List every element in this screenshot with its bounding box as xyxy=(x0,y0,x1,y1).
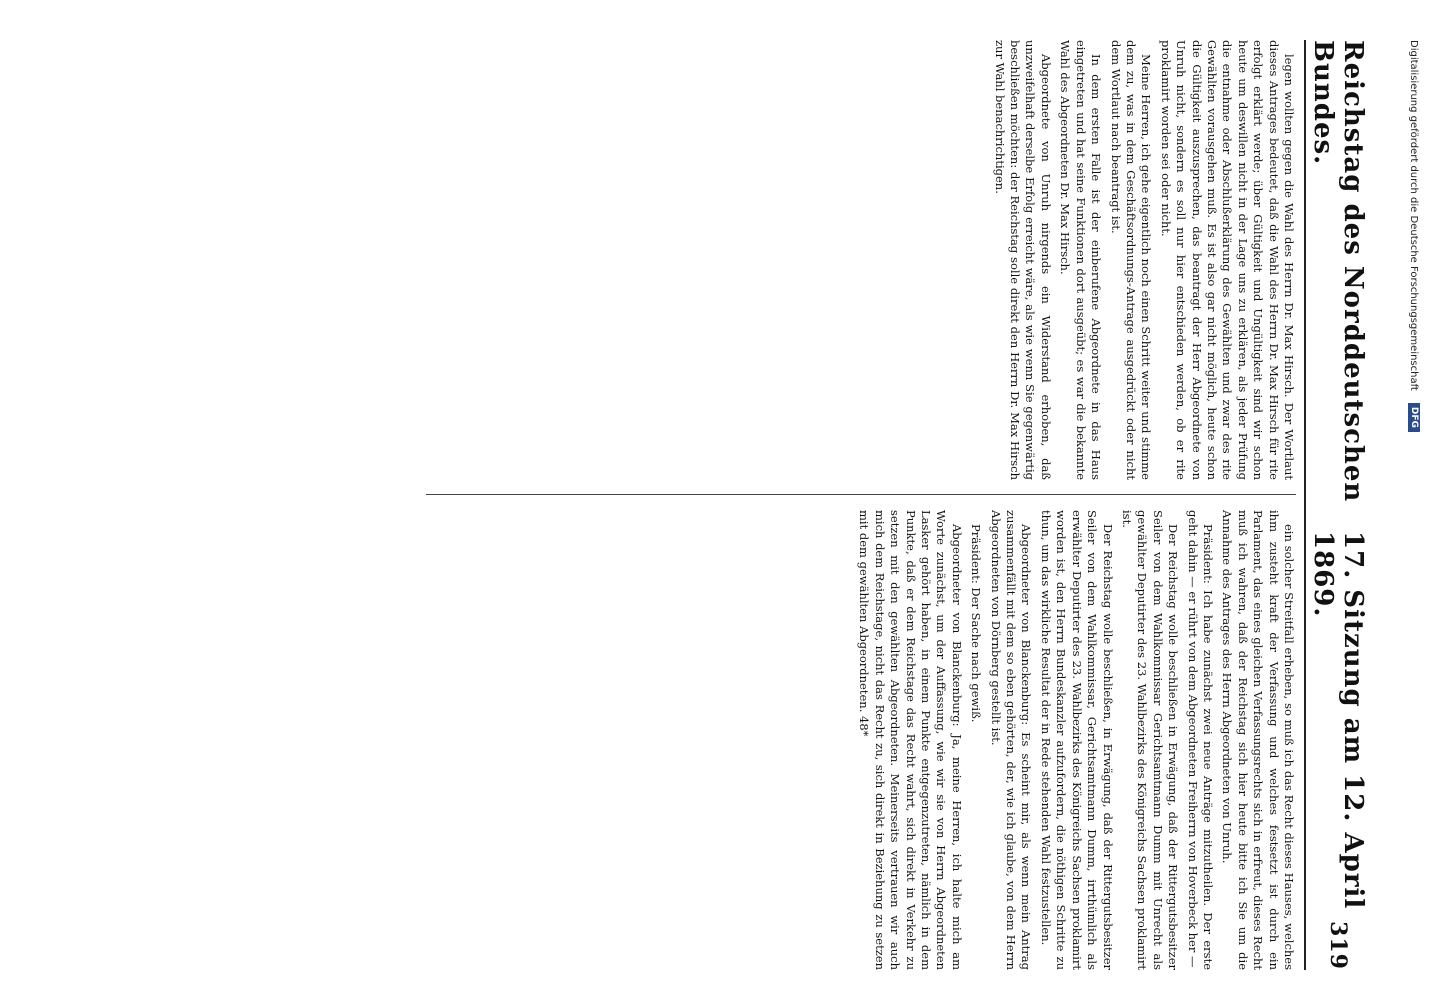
paragraph: Der Reichstag wolle beschließen in Erwägung, daß der Rittergutsbesitzer Seiler von dem Wahlkommissar Gerichtsamtmann Dumm mit Unrecht als gewählter Deputirter des 23. Wahlbezirks des Königreichs Sachsen proklamirt ist. xyxy=(1119,510,1181,970)
credit-text: Digitalisierung gefördert durch die Deutsche Forschungsgemeinschaft xyxy=(1408,40,1420,391)
header-left-title: Reichstag des Norddeutschen Bundes. xyxy=(1308,40,1368,503)
header-rule xyxy=(1304,40,1306,970)
paragraph: Abgeordneter von Blanckenburg: Ja, meine Herren, ich halte mich am Worte zunächst, um der Auffassung, wie wir sie von Herrn Abgeordneten Lasker gehört haben, in einem Punkte entgegenzutreten, nämlich in dem Punkte, daß er dem Reichstage das Recht wahrt, sich direkt in Verkehr zu setzen mit den gewählten Abgeordneten. Meinerseits vertrauen wir auch mich dem Reichstage, nicht das Recht zu, sich direkt in Beziehung zu setzen mit dem gewählten Abgeordneten. 48* xyxy=(857,510,964,970)
rotated-scan xyxy=(32,0,1392,1000)
paragraph: Der Reichstag wolle beschließen, in Erwägung, daß der Rittergutsbesitzer Seiler von dem Wahlkommissar, Gerichtsamtmann Dumm, irrthümlich als erwählter Deputirter des 23. Wahlbezirks des Königreichs Sachsen proklamirt worden ist, den Herrn Bundeskanzler aufzufordern, die nöthigen Schritte zu thun, um das wirkliche Resultat der in Rede stehenden Wahl festzustellen. xyxy=(1038,510,1115,970)
digitization-credit xyxy=(1404,40,1424,960)
paragraph: ein solcher Streitfall erheben, so muß ich das Recht dieses Hauses, welches ihm zusteht kraft der Verfassung und welches festsetzt ist durch ein Parlament, das eines gleichen Verfassungsrechts sich in erfreut, dieses Recht muß ich wahren, daß der Reichstag sich hier heute bitte ich Sie um die Annahme des Antrages des Herrn Abgeordneten von Unruh. xyxy=(1220,510,1296,970)
right-column xyxy=(516,510,1296,970)
page-header xyxy=(1308,40,1368,970)
paragraph: Präsident: Der Sache nach gewiß. xyxy=(969,524,984,723)
page-number: 319 xyxy=(1325,921,1351,970)
paragraph: Präsident: Ich habe zunächst zwei neue Anträge mitzutheilen. Der erste geht dahin — er rührt von dem Abgeordneten Freiherrn von Hoverbeck her — xyxy=(1185,510,1215,970)
column-divider xyxy=(426,494,1296,495)
paragraph: In dem ersten Falle ist der einberufene Abgeordnete in das Haus eingetreten und hat seine Funktionen dort ausgeübt; es war die bekannte Wahl des Abgeordneten Dr. Max Hirsch. xyxy=(1058,40,1104,480)
paragraph: Abgeordneter von Blanckenburg: Es scheint mir, als wenn mein Antrag zusammenfällt mit dem so eben gehörten, der, wie ich glaube, von dem Herrn Abgeordneten von Dörnberg gestellt ist. xyxy=(988,510,1034,970)
paragraph: Abgeordnete von Unruh nirgends ein Widerstand erhoben, daß unzweifelhaft derselbe Erfolg erreicht wäre, als wie wenn Sie gegenwärtig beschließen möchten: der Reichstag solle direkt den Herrn Dr. Max Hirsch zur Wahl benachrichtigen. xyxy=(992,40,1053,480)
header-right-title: 17. Sitzung am 12. April 1869. xyxy=(1308,531,1368,910)
paragraph: Meine Herren, ich gehe eigentlich noch einen Schritt weiter und stimme dem zu, was in dem Geschäftsordnungs-Antrage ausgedrückt oder nicht dem Wortlaut nach beantragt ist. xyxy=(1108,40,1154,480)
left-column xyxy=(426,40,1296,480)
paragraph: legen wollten gegen die Wahl des Herrn Dr. Max Hirsch. Der Wortlaut dieses Antrages bedeutet, daß die Wahl des Herrn Dr. Max Hirsch für rite erfolgt erklärt werde; über Gültigkeit und Ungültigkeit sind wir schon heute um deswillen nicht in der Lage uns zu erklären, als jeder Prüfung die entnahme oder Abschlußerklärung des Gewählten und zwar des rite Gewählten vorausgehen muß. Es ist also gar nicht möglich, heute schon die Gültigkeit auszusprechen, das beantragt der Herr Abgeordnete von Unruh nicht, sondern es soll nur hier entschieden werden, ob er rite proklamirt worden sei oder nicht. xyxy=(1158,40,1296,480)
dfg-logo: DFG xyxy=(1408,403,1420,432)
